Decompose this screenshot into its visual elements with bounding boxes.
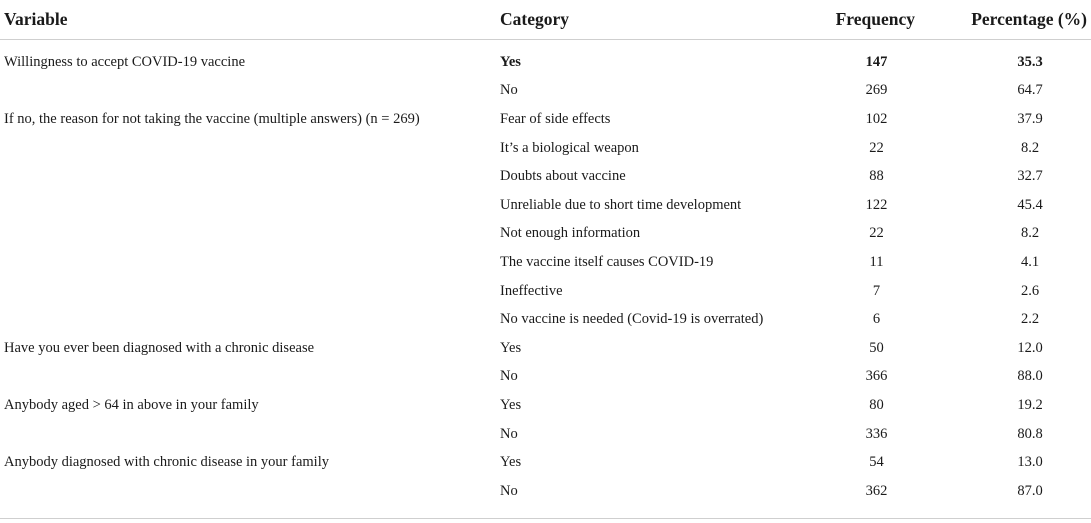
- row-variable: [0, 191, 496, 220]
- row-variable: Have you ever been diagnosed with a chronic disease: [4, 339, 315, 356]
- row-frequency: 11: [869, 253, 884, 270]
- table-row: [0, 363, 1091, 392]
- row-variable: Willingness to accept COVID-19 vaccine: [4, 53, 246, 70]
- row-category: Ineffective: [500, 282, 563, 299]
- header-variable: Variable: [0, 0, 496, 40]
- row-frequency: 102: [865, 110, 888, 127]
- row-percentage: 8.2: [1020, 139, 1040, 156]
- table-row: [0, 391, 1091, 420]
- row-variable: If no, the reason for not taking the vaccine (multiple answers) (n = 269): [4, 110, 420, 127]
- header-category: Category: [496, 0, 814, 40]
- row-category: Unreliable due to short time development: [500, 196, 742, 213]
- table-row: [0, 105, 1091, 134]
- row-variable: [0, 477, 496, 507]
- row-category: Yes: [500, 396, 522, 413]
- row-frequency: 88: [869, 168, 884, 185]
- row-category: No vaccine is needed (Covid-19 is overrated): [500, 311, 764, 328]
- row-frequency: 366: [865, 368, 888, 385]
- table-row: [0, 248, 1091, 277]
- row-percentage: 12.0: [1017, 339, 1043, 356]
- row-percentage: 87.0: [1017, 483, 1043, 500]
- row-frequency: 6: [872, 311, 881, 328]
- bottom-rule: [0, 518, 1091, 519]
- row-variable: [0, 305, 496, 334]
- row-variable: [0, 420, 496, 449]
- row-frequency: 147: [865, 53, 888, 70]
- row-percentage: 19.2: [1017, 396, 1043, 413]
- row-percentage: 88.0: [1017, 368, 1043, 385]
- row-variable: [0, 220, 496, 249]
- table-row: [0, 305, 1091, 334]
- row-frequency: 22: [869, 225, 884, 242]
- row-percentage: 32.7: [1017, 168, 1043, 185]
- table-row: [0, 220, 1091, 249]
- row-frequency: 336: [865, 425, 888, 442]
- row-percentage: 13.0: [1017, 454, 1043, 471]
- row-category: No: [500, 368, 518, 385]
- table-body: [0, 40, 1091, 507]
- row-percentage: 64.7: [1017, 82, 1043, 99]
- row-category: Not enough information: [500, 225, 641, 242]
- row-percentage: 2.6: [1020, 282, 1040, 299]
- row-category: The vaccine itself causes COVID-19: [500, 253, 714, 270]
- row-category: No: [500, 82, 518, 99]
- row-category: Fear of side effects: [500, 110, 611, 127]
- row-category: Doubts about vaccine: [500, 168, 626, 185]
- row-variable: Anybody diagnosed with chronic disease in your family: [4, 454, 329, 471]
- row-frequency: 7: [872, 282, 881, 299]
- row-frequency: 54: [869, 454, 884, 471]
- table-row: [0, 277, 1091, 306]
- header-frequency: Frequency: [814, 0, 921, 40]
- row-percentage: 8.2: [1020, 225, 1040, 242]
- row-category: Yes: [500, 339, 522, 356]
- row-frequency: 122: [865, 196, 888, 213]
- row-frequency: 22: [869, 139, 884, 156]
- row-variable: [0, 277, 496, 306]
- row-frequency: 50: [869, 339, 884, 356]
- row-percentage: 4.1: [1020, 253, 1040, 270]
- row-variable: [0, 162, 496, 191]
- row-percentage: 37.9: [1017, 110, 1043, 127]
- table-row: [0, 134, 1091, 163]
- row-percentage: 2.2: [1020, 311, 1040, 328]
- table-row: [0, 77, 1091, 106]
- row-percentage: 45.4: [1017, 196, 1043, 213]
- row-frequency: 269: [865, 82, 888, 99]
- row-percentage: 35.3: [1017, 53, 1043, 70]
- row-variable: [0, 134, 496, 163]
- row-variable: [0, 363, 496, 392]
- row-frequency: 80: [869, 396, 884, 413]
- table-row: [0, 162, 1091, 191]
- header-percentage: Percentage (%): [921, 0, 1091, 40]
- table-row: [0, 477, 1091, 507]
- table-row: [0, 448, 1091, 477]
- table-row: [0, 420, 1091, 449]
- row-category: No: [500, 483, 518, 500]
- row-category: Yes: [500, 454, 522, 471]
- header-row: [0, 0, 1091, 40]
- row-variable: Anybody aged > 64 in above in your family: [4, 396, 259, 413]
- table-row: [0, 334, 1091, 363]
- row-category: No: [500, 425, 518, 442]
- row-frequency: 362: [865, 483, 888, 500]
- table-row: [0, 40, 1091, 77]
- row-percentage: 80.8: [1017, 425, 1043, 442]
- row-category: It’s a biological weapon: [500, 139, 639, 156]
- row-variable: [0, 248, 496, 277]
- table-row: [0, 191, 1091, 220]
- row-variable: [0, 77, 496, 106]
- row-category: Yes: [500, 53, 521, 70]
